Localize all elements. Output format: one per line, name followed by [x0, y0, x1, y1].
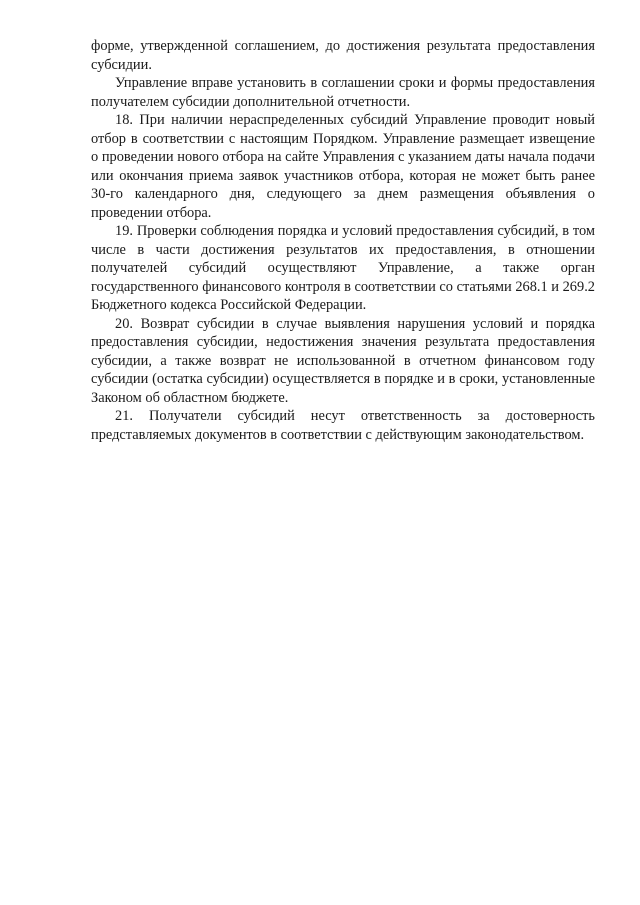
paragraph-continuation: форме, утвержденной соглашением, до достижения результата предоставления субсидии. [91, 38, 595, 73]
paragraph-20: 20. Возврат субсидии в случае выявления нарушения условий и порядка предоставления субсидии, недостижения значения результата предоставления субсидии, а также возврат не использованной в отчетном финансовом году субсидии (остатка субсидии) осуществляется в порядке и в сроки, установленные Законом об областном бюджете. [91, 315, 595, 406]
paragraph-21: 21. Получатели субсидий несут ответственность за достоверность представляемых документов в соответствии с действующим законодательством. [91, 408, 595, 443]
paragraph-reporting: Управление вправе установить в соглашении сроки и формы предоставления получателем субсидии дополнительной отчетности. [91, 75, 595, 110]
paragraph-19: 19. Проверки соблюдения порядка и условий предоставления субсидий, в том числе в части достижения результатов их предоставления, в отношении получателей субсидий осуществляют Управление, а также орган государственного финансового контроля в соответствии со статьями 268.1 и 269.2 Бюджетного кодекса Российской Федерации. [91, 223, 595, 313]
document-page [91, 37, 595, 444]
paragraph-18: 18. При наличии нераспределенных субсидий Управление проводит новый отбор в соответствии с настоящим Порядком. Управление размещает извещение о проведении нового отбора на сайте Управления с указанием даты начала подачи или окончания приема заявок участников отбора, которая не может быть ранее 30-го календарного дня, следующего за днем размещения объявления о проведении отбора. [91, 112, 595, 221]
